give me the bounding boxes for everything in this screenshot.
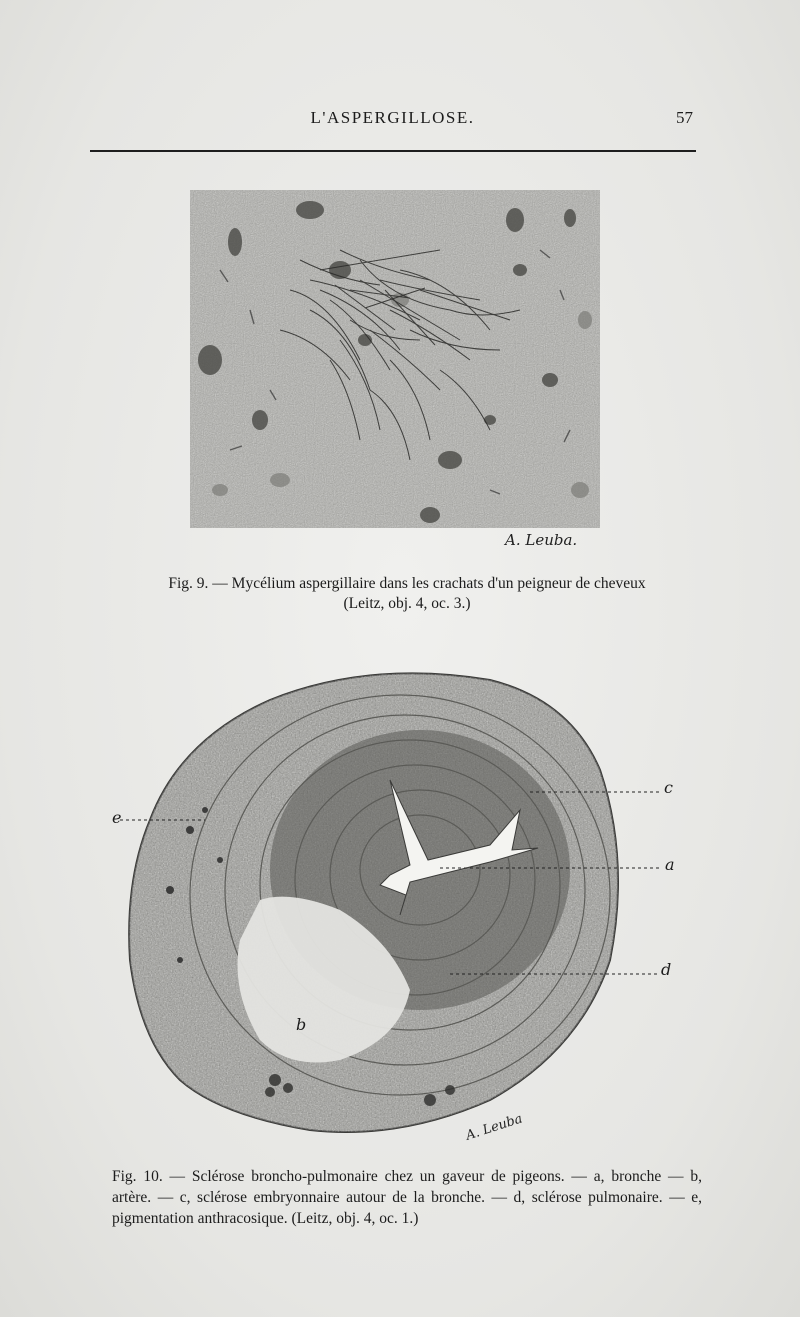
figure-10-micrograph: [110, 660, 710, 1150]
page-number: 57: [676, 108, 693, 127]
running-head: L'ASPERGILLOSE.: [310, 108, 475, 127]
header-rule: [90, 150, 696, 152]
figure-9-caption-line1: Fig. 9. — Mycélium aspergillaire dans les crachats d'un peigneur de cheveux: [168, 575, 646, 592]
figure-10-signature: A. Leuba: [464, 1111, 525, 1144]
figure-10-label-c: c: [664, 778, 673, 797]
page-header: [90, 108, 695, 136]
figure-10-label-d: d: [661, 960, 672, 979]
figure-9-micrograph: [190, 190, 600, 528]
figure-10-label-b: b: [296, 1015, 307, 1034]
figure-9-signature: A. Leuba.: [505, 531, 578, 549]
figure-10-caption: Fig. 10. — Sclérose broncho-pulmonaire chez un gaveur de pigeons. — a, bronche — b, artère. — c, sclérose embryonnaire autour de la bronche. — d, sclérose pulmonaire. — e, pigmentation anthracosique. (Leitz, obj. 4, oc. 1.): [112, 1168, 702, 1227]
figure-9-caption-line2: (Leitz, obj. 4, oc. 3.): [343, 595, 471, 612]
figure-9-caption: [112, 574, 702, 614]
figure-10-label-e: e: [112, 808, 122, 827]
figure-10-label-a: a: [665, 855, 675, 874]
